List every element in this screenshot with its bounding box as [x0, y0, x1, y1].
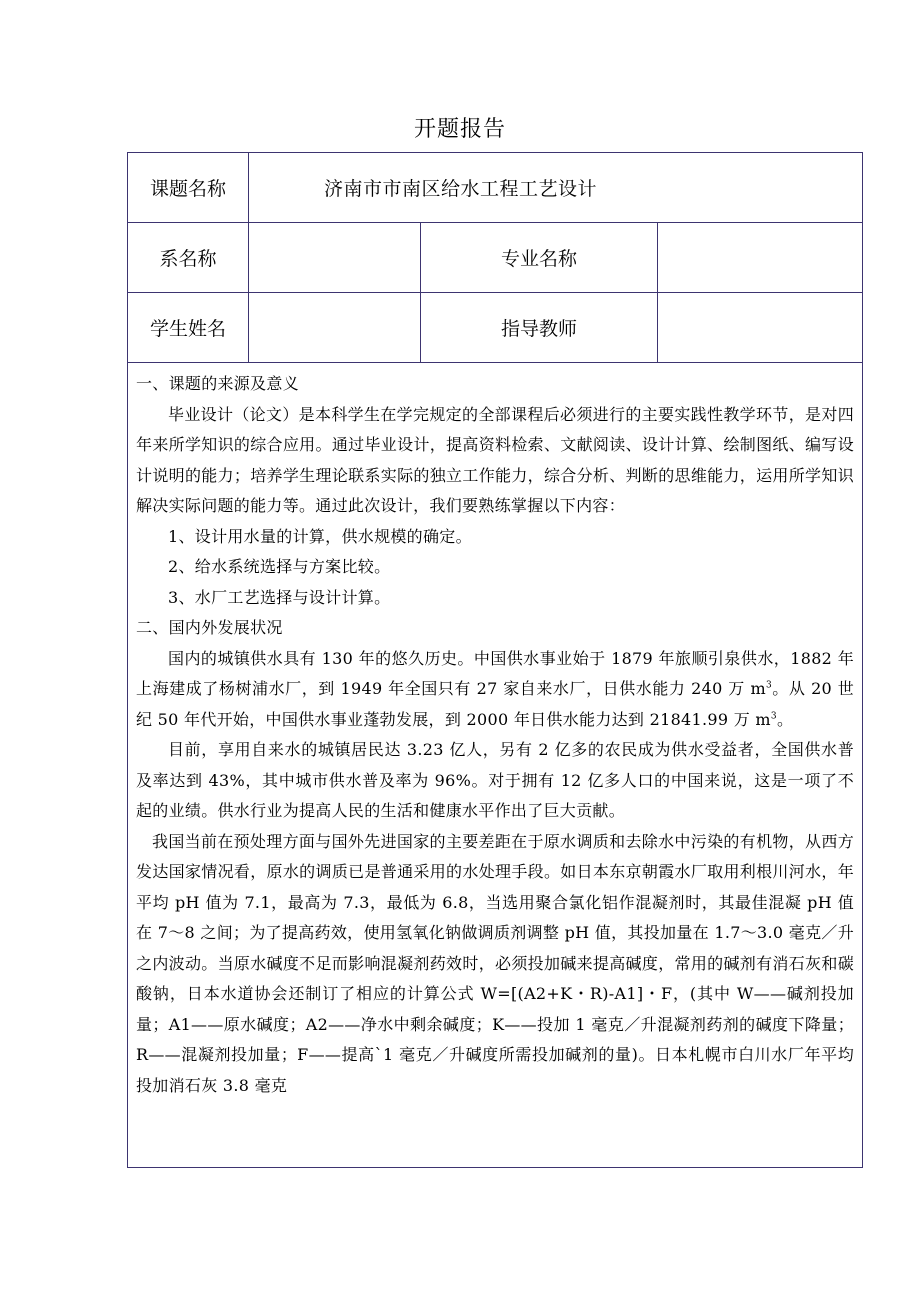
- section-2-paragraph-1: [136, 644, 854, 736]
- department-value: [249, 223, 421, 292]
- section-2-paragraph-3: 我国当前在预处理方面与国外先进国家的主要差距在于原水调质和去除水中污染的有机物，从西方发达国家情况看，原水的调质已是普通采用的水处理手段。如日本东京朝霞水厂取用利根川河水，年平均 pH 值为 7.1，最高为 7.3，最低为 6.8，当选用聚合氯化铝作混凝剂时，其最佳混凝 pH 值在 7～8 之间；为了提高药效，使用氢氧化钠做调质剂调整 pH 值，其投加量在 1.7～3.0 毫克／升之内波动。当原水碱度不足而影响混凝剂药效时，必须投加碱来提高碱度，常用的碱剂有消石灰和碳酸钠，日本水道协会还制订了相应的计算公式 W=[(A2+K・R)-A1]・F，(其中 W——碱剂投加量；A1——原水碱度；A2——净水中剩余碱度；K——投加 1 毫克／升混凝剂药剂的碱度下降量；R——混凝剂投加量；F——提高`1 毫克／升碱度所需投加碱剂的量)。日本札幌市白川水厂年平均投加消石灰 3.8 毫克: [136, 831, 854, 1095]
- superscript: 3: [765, 680, 772, 691]
- section-1-item-2: 2、给水系统选择与方案比较。: [168, 557, 391, 576]
- section-2-heading: 二、国内外发展状况: [136, 618, 283, 637]
- paragraph-text: 国内的城镇供水具有 130 年的悠久历史。中国供水事业始于 1879 年旅顺引泉供水，1882 年上海建成了杨树浦水厂，到 1949 年全国只有 27 家自来水厂，日供水能力 240 万 m: [136, 648, 854, 698]
- major-value: [658, 223, 862, 292]
- major-label: 专业名称: [421, 223, 658, 292]
- advisor-label: 指导教师: [421, 293, 658, 362]
- paragraph-text: 。从 20 世纪 50 年代开始，中国供水事业蓬勃发展，到 2000 年日供水能力达到 21841.99 万 m: [136, 679, 854, 729]
- section-1-item-3: 3、水厂工艺选择与设计计算。: [168, 587, 391, 607]
- superscript: 3: [770, 711, 777, 722]
- topic-value: 济南市市南区给水工程工艺设计: [324, 178, 598, 200]
- section-1-item-1: 1、设计用水量的计算，供水规模的确定。: [168, 526, 472, 546]
- department-label: 系名称: [128, 223, 249, 292]
- topic-label: 课题名称: [128, 153, 249, 222]
- section-2-paragraph-2: 目前，享用自来水的城镇居民达 3.23 亿人，另有 2 亿多的农民成为供水受益者，全国供水普及率达到 43%，其中城市供水普及率为 96%。对于拥有 12 亿多人口的中国来说，这是一项了不起的业绩。供水行业为提高人民的生活和健康水平作出了巨大贡献。: [136, 740, 854, 820]
- advisor-value: [658, 293, 862, 362]
- topic-row: [128, 153, 862, 223]
- student-value: [249, 293, 421, 362]
- student-row: [128, 293, 862, 363]
- section-1-paragraph: 毕业设计（论文）是本科学生在学完规定的全部课程后必须进行的主要实践性教学环节，是对四年来所学知识的综合应用。通过毕业设计，提高资料检索、文献阅读、设计计算、绘制图纸、编写设计说明的能力；培养学生理论联系实际的独立工作能力，综合分析、判断的思维能力，运用所学知识解决实际问题的能力等。通过此次设计，我们要熟练掌握以下内容：: [136, 404, 854, 515]
- student-label: 学生姓名: [128, 293, 249, 362]
- proposal-table: [127, 152, 863, 1168]
- department-row: [128, 223, 862, 293]
- proposal-content: [128, 363, 862, 1101]
- section-1-heading: 一、课题的来源及意义: [136, 374, 300, 393]
- paragraph-text: 。: [776, 709, 794, 729]
- page-title: 开题报告: [413, 117, 506, 142]
